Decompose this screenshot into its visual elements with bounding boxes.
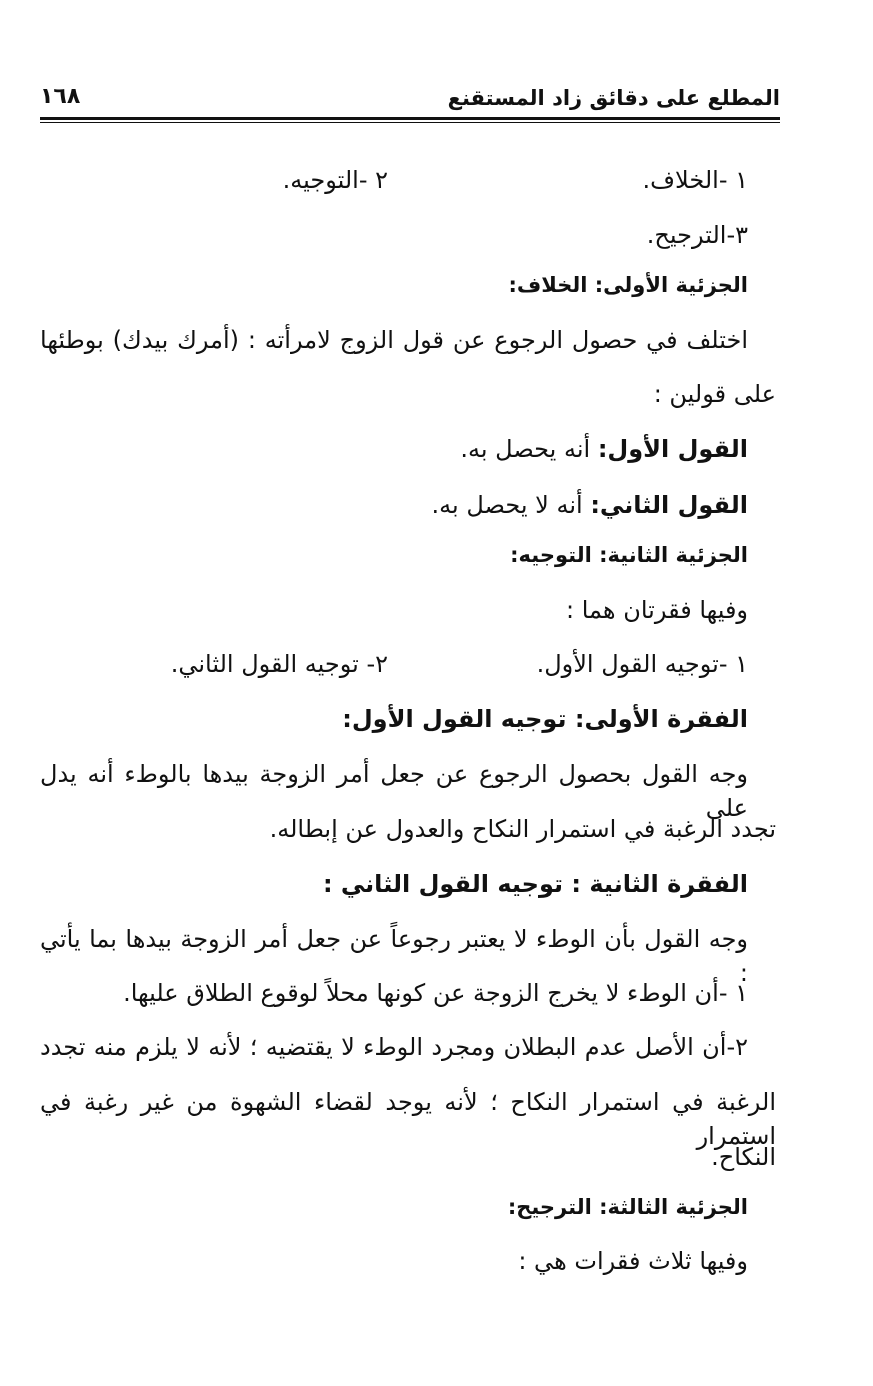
book-title: المطلع على دقائق زاد المستقنع [447,86,780,110]
section-heading-disagreement: الجزئية الأولى: الخلاف: [508,273,748,297]
section-intro: وفيها فقرتان هما : [566,596,748,624]
paragraph-line: ١ -أن الوطء لا يخرج الزوجة عن كونها محلاً لوقوع الطلاق عليها. [123,979,748,1007]
paragraph-line: الرغبة في استمرار النكاح ؛ لأنه يوجد لقضاء الشهوة من غير رغبة في استمرار [40,1088,776,1150]
paragraph-line: وجه القول بأن الوطء لا يعتبر رجوعاً عن جعل أمر الزوجة بيدها بما يأتي : [40,925,748,987]
running-header [40,84,780,114]
section-heading-justification: الجزئية الثانية: التوجيه: [510,543,748,567]
opinion-label: القول الأول: [597,435,748,463]
list-item-justify-second: ٢- توجيه القول الثاني. [170,650,388,678]
paragraph-heading-first: الفقرة الأولى: توجيه القول الأول: [342,705,748,733]
list-item-preference: ٣-الترجيح. [646,221,748,249]
opinion-text: أنه لا يحصل به. [431,491,583,519]
list-item-justification: ٢ -التوجيه. [282,166,388,194]
list-item-justify-first: ١ -توجيه القول الأول. [536,650,748,678]
paragraph-heading-second: الفقرة الثانية : توجيه القول الثاني : [322,870,748,898]
paragraph-line: على قولين : [653,380,776,408]
opinion-label: القول الثاني: [590,491,748,519]
paragraph-line: اختلف في حصول الرجوع عن قول الزوج لامرأته : (أمرك بيدك) بوطئها [40,326,748,354]
header-rule-thin [40,122,780,123]
section-heading-preference: الجزئية الثالثة: الترجيح: [507,1195,748,1219]
list-item-disagreement: ١ -الخلاف. [642,166,748,194]
paragraph-line: النكاح. [711,1143,776,1171]
opinion-first [460,432,748,466]
header-rule-thick [40,117,780,120]
opinion-text: أنه يحصل به. [460,435,591,463]
paragraph-line: ٢-أن الأصل عدم البطلان ومجرد الوطء لا يقتضيه ؛ لأنه لا يلزم منه تجدد [40,1033,748,1061]
paragraph-line: تجدد الرغبة في استمرار النكاح والعدول عن إبطاله. [269,815,776,843]
opinion-second [432,488,748,522]
paragraph-line: وجه القول بحصول الرجوع عن جعل أمر الزوجة بيدها بالوطء أنه يدل على [40,760,748,822]
page-number: ١٦٨ [40,84,81,109]
section-intro: وفيها ثلاث فقرات هي : [518,1247,748,1275]
